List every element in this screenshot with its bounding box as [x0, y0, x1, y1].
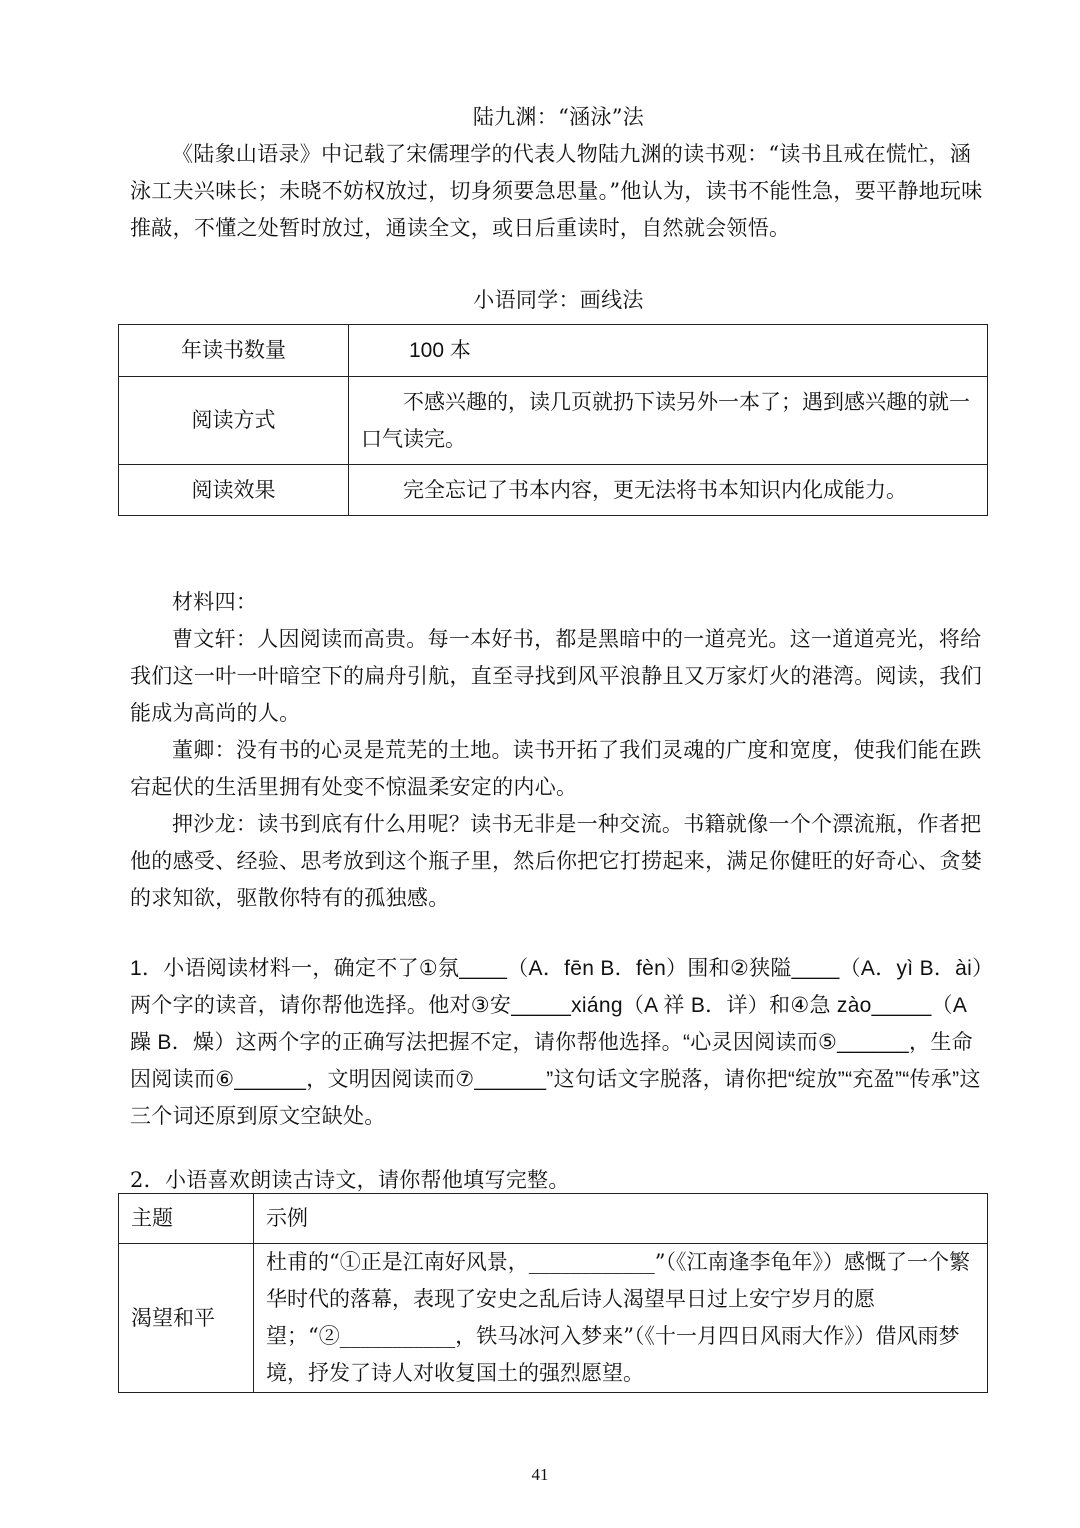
- row-value: 100 本: [349, 325, 988, 377]
- table-row: [119, 325, 988, 377]
- table1-caption: 小语同学：画线法: [473, 288, 644, 312]
- table-header-row: [119, 1194, 988, 1244]
- table-row: [119, 465, 988, 516]
- luj-paragraph: 《陆象山语录》中记载了宋儒理学的代表人物陆九渊的读书观：“读书且戒在慌忙，涵泳工夫兴味长；未晓不妨权放过，切身须要急思量。”他认为，读书不能性急，要平静地玩味推敲，不懂之处暂时放过，通读全文，或日后重读时，自然就会领悟。: [130, 142, 983, 240]
- row-example: 杜甫的“①正是江南好风景，____________”（《江南逢李龟年》）感慨了一个繁华时代的落幕，表现了安史之乱后诗人渴望早日过上安宁岁月的愿望；“②___________，铁马冰河入梦来”（《十一月四日风雨大作》）借风雨梦境，抒发了诗人对收复国土的强烈愿望。: [254, 1244, 988, 1393]
- question-2-prompt: 2．小语喜欢朗读古诗文，请你帮他填写完整。: [130, 1168, 570, 1192]
- row-label: 阅读方式: [119, 377, 349, 465]
- row-theme: 渴望和平: [119, 1244, 254, 1393]
- header-example: 示例: [254, 1194, 988, 1244]
- section-title: 陆九渊：“涵泳”法: [472, 105, 645, 129]
- row-value: 完全忘记了书本内容，更无法将书本知识内化成能力。: [349, 465, 988, 516]
- material4: [130, 584, 987, 917]
- section-paragraph: [130, 136, 987, 247]
- quote-cao: 曹文轩：人因阅读而高贵。每一本好书，都是黑暗中的一道亮光。这一道道亮光，将给我们这一叶一叶暗空下的扁舟引航，直至寻找到风平浪静且又万家灯火的港湾。阅读，我们能成为高尚的人。: [130, 627, 982, 725]
- poetry-table: [118, 1193, 988, 1393]
- row-value: 不感兴趣的，读几页就扔下读另外一本了；遇到感兴趣的就一口气读完。: [349, 377, 988, 465]
- material4-heading: 材料四：: [172, 590, 258, 614]
- row-label: 阅读效果: [119, 465, 349, 516]
- row-label: 年读书数量: [119, 325, 349, 377]
- quote-ya: 押沙龙：读书到底有什么用呢？读书无非是一种交流。书籍就像一个个漂流瓶，作者把他的感受、经验、思考放到这个瓶子里，然后你把它打捞起来，满足你健旺的好奇心、贪婪的求知欲，驱散你特有的孤独感。: [130, 812, 982, 910]
- header-theme: 主题: [119, 1194, 254, 1244]
- reading-table: [118, 324, 988, 516]
- question-1: 1．小语阅读材料一，确定不了①氛____（A．fēn B．fèn）围和②狭隘____（A．yì B．ài）两个字的读音，请你帮他选择。他对③安_____xiáng（A 祥 B．详）和④急 zào_____（A 躁 B．燥）这两个字的正确写法把握不定，请你帮他选择。“心灵因阅读而⑤______，生命因阅读而⑥______，文明因阅读而⑦______”这句话文字脱落，请你把“绽放”“充盈”“传承”这三个词还原到原文空缺处。: [130, 957, 983, 1128]
- table-row: [119, 377, 988, 465]
- page-number: 41: [531, 1465, 549, 1484]
- table-row: [119, 1244, 988, 1393]
- quote-dong: 董卿：没有书的心灵是荒芜的土地。读书开拓了我们灵魂的广度和宽度，使我们能在跌宕起伏的生活里拥有处变不惊温柔安定的内心。: [130, 738, 982, 799]
